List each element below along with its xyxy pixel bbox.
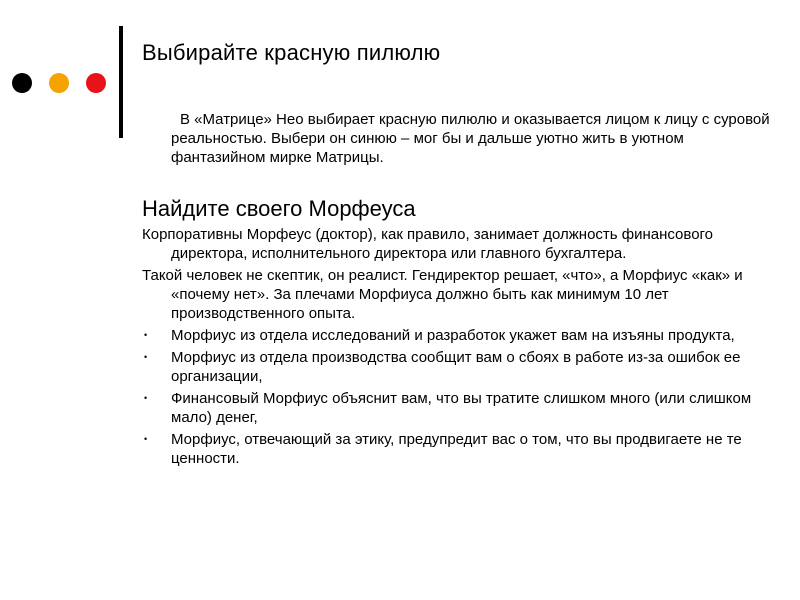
orange-dot-icon [49, 73, 69, 93]
bullet-text: Финансовый Морфиус объяснит вам, что вы тратите слишком много (или слишком мало) денег, [171, 390, 752, 426]
bullet-list [142, 326, 762, 468]
bullet-icon: • [144, 352, 148, 362]
red-dot-icon [86, 73, 106, 93]
bullet-item [142, 389, 762, 427]
title-divider-line [119, 26, 123, 138]
section-heading: Найдите своего Морфеуса [142, 196, 416, 221]
bullet-item [142, 430, 762, 468]
intro-paragraph: В «Матрице» Нео выбирает красную пилюлю и оказывается лицом к лицу с суровой реальностью. Выбери он синюю – мог бы и дальше уютно жить в уютном фантазийном мирке Матрицы. [171, 111, 770, 166]
bullet-icon: • [144, 434, 148, 444]
bullet-item [142, 348, 762, 386]
slide-title: Выбирайте красную пилюлю [142, 40, 441, 65]
bullet-item [142, 326, 762, 345]
bullet-text: Морфиус, отвечающий за этику, предупредит вас о том, что вы продвигаете не те ценности. [171, 431, 742, 467]
body-paragraph-2: Такой человек не скептик, он реалист. Гендиректор решает, «что», а Морфиус «как» и «почему нет». За плечами Морфиуса должно быть как минимум 10 лет производственного опыта. [142, 267, 743, 322]
black-dot-icon [12, 73, 32, 93]
body-paragraph-1: Корпоративны Морфеус (доктор), как правило, занимает должность финансового директора, исполнительного директора или главного бухгалтера. [142, 226, 714, 262]
bullet-text: Морфиус из отдела исследований и разработок укажет вам на изъяны продукта, [171, 327, 735, 344]
slide-body [142, 225, 762, 471]
bullet-icon: • [144, 330, 148, 340]
decorative-dots [12, 73, 106, 93]
bullet-text: Морфиус из отдела производства сообщит вам о сбоях в работе из-за ошибок ее организации, [171, 349, 741, 385]
bullet-icon: • [144, 393, 148, 403]
